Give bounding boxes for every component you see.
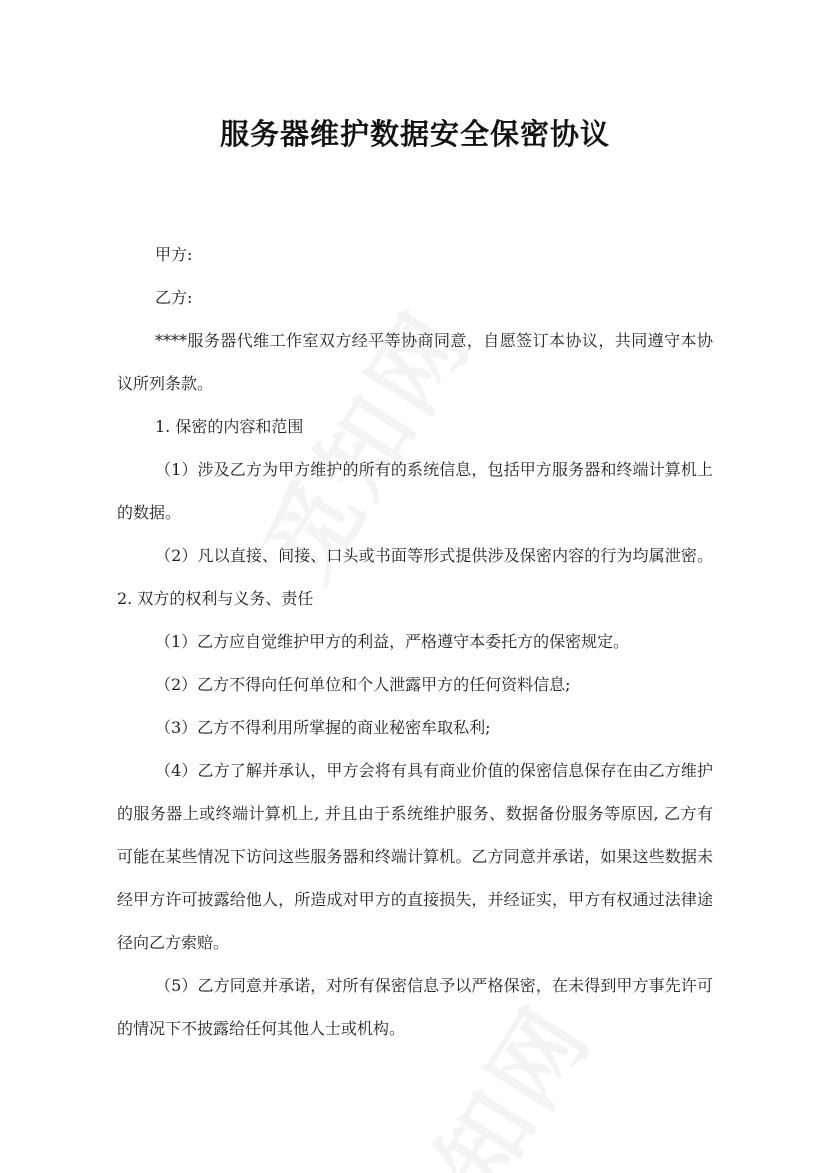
section-2-item-5: （5）乙方同意并承诺，对所有保密信息予以严格保密，在未得到甲方事先许可的情况下不披露给任何其他人士或机构。 xyxy=(117,976,713,1038)
section-1-heading: 1. 保密的内容和范围 xyxy=(155,417,304,436)
section-2-item-4: （4）乙方了解并承认，甲方会将有具有商业价值的保密信息保存在由乙方维护的服务器上或终端计算机上, 并且由于系统维护服务、数据备份服务等原因, 乙方有可能在某些情况下访问这些服务器和终端计算机。乙方同意并承诺，如果这些数据未经甲方许可披露给他人，所造成对甲方的直接损失，并经证实，甲方有权通过法律途径向乙方索赔。 xyxy=(117,761,713,952)
intro-paragraph: ****服务器代维工作室双方经平等协商同意，自愿签订本协议，共同遵守本协议所列条款。 xyxy=(117,331,713,393)
party-b-label: 乙方: xyxy=(155,288,193,307)
section-2-item-1: （1）乙方应自觉维护甲方的利益，严格遵守本委托方的保密规定。 xyxy=(155,632,630,651)
party-a-label: 甲方: xyxy=(155,245,193,264)
section-2-item-2: （2）乙方不得向任何单位和个人泄露甲方的任何资料信息; xyxy=(155,675,571,694)
document-title: 服务器维护数据安全保密协议 xyxy=(219,117,610,151)
section-2-item-3: （3）乙方不得利用所掌握的商业秘密牟取私利; xyxy=(155,718,491,737)
section-1-item-2: （2）凡以直接、间接、口头或书面等形式提供涉及保密内容的行为均属泄密。2. 双方的权利与义务、责任 xyxy=(117,546,713,608)
section-1-item-1: （1）涉及乙方为甲方维护的所有的系统信息，包括甲方服务器和终端计算机上的数据。 xyxy=(117,460,713,522)
